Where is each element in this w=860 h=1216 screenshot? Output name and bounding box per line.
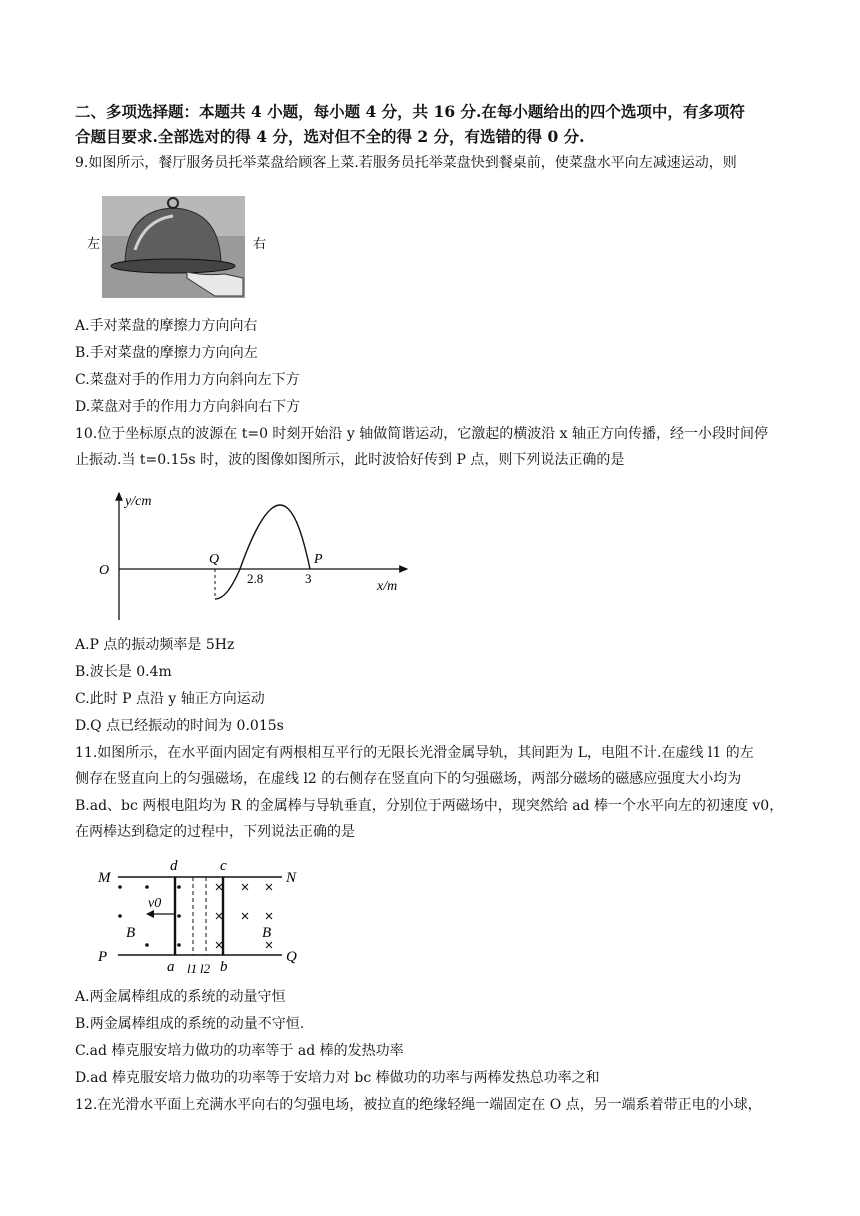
q11-option-d: D.ad 棒克服安培力做功的功率等于安培力对 bc 棒做功的功率与两棒发热总功率之和 (75, 1070, 600, 1086)
q10-origin-label: O (99, 563, 110, 578)
q11-label-m: M (98, 870, 111, 886)
q12-stem-line-1: 12.在光滑水平面上充满水平向右的匀强电场，被拉直的绝缘轻绳一端固定在 O 点，另一端系着带正电的小球， (75, 1097, 762, 1113)
q11-label-a: a (167, 959, 175, 975)
q11-label-v0: v0 (148, 896, 162, 911)
q11-label-b-left: B (126, 925, 136, 941)
section-header-line-2: 合题目要求.全部选对的得 4 分，选对但不全的得 2 分，有选错的得 0 分. (75, 127, 585, 146)
q11-velocity-arrowhead (146, 910, 154, 918)
q9-fig-left-label: 左 (87, 236, 101, 251)
q11-label-d: d (170, 858, 178, 874)
q9-plate (111, 259, 235, 273)
q10-option-b: B.波长是 0.4m (75, 664, 172, 680)
q11-label-q: Q (286, 949, 297, 965)
q11-option-b: B.两金属棒组成的系统的动量不守恒. (75, 1016, 305, 1032)
q10-point-q: Q (209, 552, 220, 567)
q11-label-l2: l2 (200, 961, 211, 976)
q9-option-c: C.菜盘对手的作用力方向斜向左下方 (75, 372, 300, 388)
q11-stem-line-1: 11.如图所示，在水平面内固定有两根相互平行的无限长光滑金属导轨，其间距为 L，电阻不计.在虚线 l1 的左 (75, 745, 754, 761)
q9-fig-right-label: 右 (253, 236, 267, 251)
q10-tick-3: 3 (305, 571, 312, 586)
q10-wave-figure (85, 485, 425, 630)
q11-label-c: c (220, 858, 227, 874)
q11-label-l1: l1 (187, 961, 198, 976)
q11-option-c: C.ad 棒克服安培力做功的功率等于 ad 棒的发热功率 (75, 1043, 404, 1059)
q9-figure (75, 190, 275, 300)
q10-tick-2-8: 2.8 (247, 571, 264, 586)
q11-stem-line-3: B.ad、bc 两根电阻均为 R 的金属棒与导轨垂直，分别位于两磁场中，现突然给 ad 棒一个水平向左的初速度 v0， (75, 798, 784, 814)
q10-x-label: x/m (377, 579, 398, 594)
q11-stem-line-2: 侧存在竖直向上的匀强磁场，在虚线 l2 的右侧存在竖直向下的匀强磁场，两部分磁场的磁感应强度大小均为 (75, 771, 742, 787)
q10-point-p: P (314, 552, 323, 567)
q11-label-n: N (286, 870, 297, 886)
q9-option-d: D.菜盘对手的作用力方向斜向右下方 (75, 399, 301, 415)
q10-option-d: D.Q 点已经振动的时间为 0.015s (75, 718, 284, 734)
q11-label-b: b (220, 959, 228, 975)
q10-option-c: C.此时 P 点沿 y 轴正方向运动 (75, 691, 265, 707)
q10-stem-line-1: 10.位于坐标原点的波源在 t=0 时刻开始沿 y 轴做简谐运动，它激起的横波沿 x 轴正方向传播，经一小段时间停 (75, 426, 769, 442)
q10-y-label: y/cm (125, 494, 152, 509)
q10-option-a: A.P 点的振动频率是 5Hz (75, 637, 235, 653)
q10-stem-line-2: 止振动.当 t=0.15s 时，波的图像如图所示，此时波恰好传到 P 点，则下列说法正确的是 (75, 452, 625, 468)
q11-label-p: P (98, 949, 108, 965)
q9-option-b: B.手对菜盘的摩擦力方向向左 (75, 345, 258, 361)
q11-option-a: A.两金属棒组成的系统的动量守恒 (75, 989, 286, 1005)
q11-rails-figure (90, 855, 310, 980)
q9-stem: 9.如图所示，餐厅服务员托举菜盘给顾客上菜.若服务员托举菜盘快到餐桌前，使菜盘水平向左减速运动，则 (75, 155, 737, 171)
q9-option-a: A.手对菜盘的摩擦力方向向右 (75, 318, 258, 334)
q11-label-b-right: B (262, 925, 272, 941)
section-header-line-1: 二、多项选择题：本题共 4 小题，每小题 4 分，共 16 分.在每小题给出的四个选项中，有多项符 (75, 102, 745, 121)
q11-stem-line-4: 在两棒达到稳定的过程中，下列说法正确的是 (75, 824, 355, 840)
